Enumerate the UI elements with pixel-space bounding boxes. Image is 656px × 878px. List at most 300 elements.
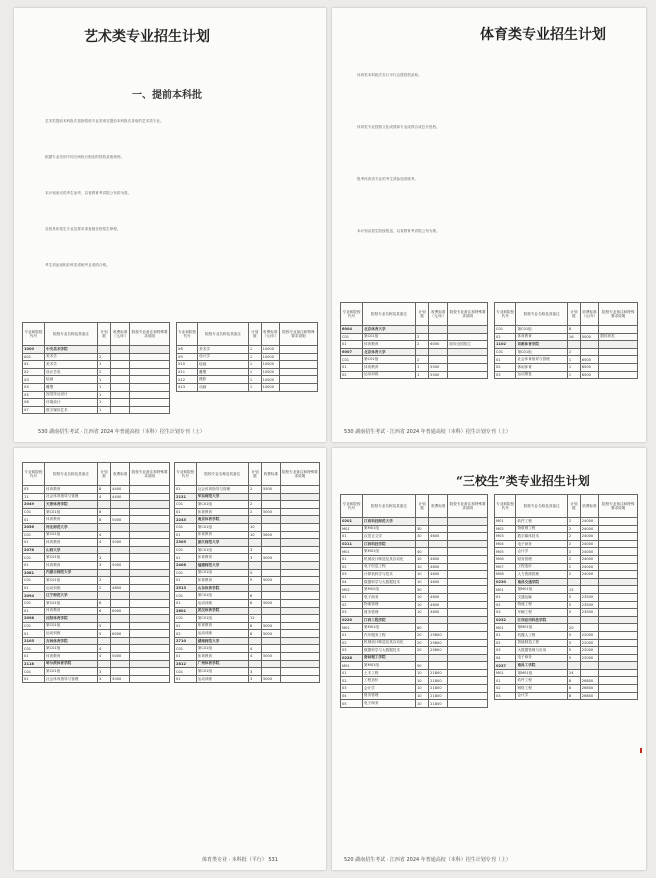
cell-code: 04 bbox=[341, 692, 363, 700]
cell-plan bbox=[415, 518, 428, 526]
cell-fee: 24000 bbox=[580, 525, 599, 533]
cell-plan bbox=[248, 516, 261, 524]
cell-fee bbox=[261, 668, 280, 676]
cell-fee bbox=[261, 501, 280, 509]
cell-fee: 21800 bbox=[429, 692, 448, 700]
cell-note bbox=[130, 561, 170, 569]
table-row bbox=[177, 346, 318, 354]
cell-fee: 10000 bbox=[261, 376, 279, 384]
cell-fee: 5000 bbox=[261, 630, 280, 638]
table-row bbox=[23, 630, 170, 638]
cell-fee: 22000 bbox=[580, 647, 599, 655]
cell-code: 01 bbox=[341, 555, 363, 563]
cell-name: 第C01组 bbox=[516, 348, 567, 356]
cell-plan: 20 bbox=[567, 624, 580, 632]
cell-name: 第C01组 bbox=[196, 668, 248, 676]
table-row bbox=[341, 654, 488, 662]
paragraph: 本计划表仅供考生参考，以省教育考试院公布的为准。 bbox=[45, 191, 132, 195]
cell-fee bbox=[429, 586, 448, 594]
cell-note bbox=[448, 548, 488, 556]
cell-code: C01 bbox=[341, 333, 363, 341]
cell-code: C01 bbox=[175, 523, 197, 531]
cell-code: 01 bbox=[23, 539, 45, 547]
cell-note bbox=[599, 593, 638, 601]
cell-fee: 24000 bbox=[580, 533, 599, 541]
cell-name: 物流工程 bbox=[516, 601, 567, 609]
page-vocational-admissions bbox=[332, 448, 646, 870]
cell-plan bbox=[97, 660, 110, 668]
table-row bbox=[175, 516, 320, 524]
admissions-table bbox=[340, 302, 488, 379]
cell-code: X1 bbox=[23, 361, 45, 369]
table-header-row bbox=[175, 463, 320, 486]
cell-fee: 21800 bbox=[429, 685, 448, 693]
cell-note bbox=[280, 508, 319, 516]
cell-fee bbox=[429, 525, 448, 533]
table-row bbox=[23, 637, 170, 645]
cell-name: 第M01组 bbox=[363, 662, 416, 670]
cell-code: 6007 bbox=[341, 348, 363, 356]
cell-code: X6 bbox=[23, 399, 45, 407]
cell-plan: 5 bbox=[567, 609, 580, 617]
cell-note: 限体育类 bbox=[599, 333, 638, 341]
cell-code: 04 bbox=[341, 578, 363, 586]
cell-code: 0228 bbox=[341, 654, 363, 662]
cell-note bbox=[130, 577, 170, 585]
cell-note bbox=[599, 563, 638, 571]
cell-name: 运动训练 bbox=[45, 584, 98, 592]
cell-name: 南昌工学院 bbox=[516, 662, 567, 670]
cell-code: 01 bbox=[175, 622, 197, 630]
cell-fee: 25800 bbox=[429, 631, 448, 639]
cell-name: 运动训练 bbox=[196, 630, 248, 638]
cell-name: 第M01组 bbox=[363, 548, 416, 556]
cell-plan: 6 bbox=[248, 599, 261, 607]
column-header: 院校专业名称及其备注 bbox=[516, 303, 567, 326]
cell-note bbox=[448, 609, 488, 617]
cell-note bbox=[130, 630, 170, 638]
table-row bbox=[23, 508, 170, 516]
cell-plan bbox=[248, 539, 261, 547]
cell-fee: 24000 bbox=[580, 540, 599, 548]
cell-name: 交通运输 bbox=[516, 593, 567, 601]
table-row bbox=[23, 660, 170, 668]
table-row bbox=[495, 685, 638, 693]
cell-code: X4 bbox=[23, 383, 45, 391]
cell-name: 第C01组 bbox=[45, 531, 98, 539]
cell-code: M01 bbox=[495, 586, 516, 594]
cell-plan: 10 bbox=[415, 669, 428, 677]
cell-note bbox=[280, 615, 319, 623]
cell-note bbox=[448, 333, 488, 341]
cell-code: 01 bbox=[23, 516, 45, 524]
table-row bbox=[23, 577, 170, 585]
cell-fee bbox=[429, 616, 448, 624]
cell-plan bbox=[248, 493, 261, 501]
cell-name: 体育教育 bbox=[196, 508, 248, 516]
page-art-admissions bbox=[14, 8, 326, 442]
cell-code: 01 bbox=[341, 363, 363, 371]
cell-plan: 3 bbox=[248, 554, 261, 562]
cell-plan: 60 bbox=[415, 624, 428, 632]
cell-name: 大数据管理与应用 bbox=[516, 647, 567, 655]
cell-note bbox=[280, 630, 319, 638]
cell-plan: 8 bbox=[567, 677, 580, 685]
cell-code: M01 bbox=[341, 624, 363, 632]
cell-note bbox=[130, 653, 170, 661]
cell-plan: 1 bbox=[97, 391, 110, 399]
table-row bbox=[495, 662, 638, 670]
cell-fee: 4600 bbox=[429, 563, 448, 571]
cell-fee bbox=[261, 645, 280, 653]
cell-note bbox=[280, 607, 319, 615]
table-row bbox=[495, 586, 638, 594]
cell-plan: 10 bbox=[415, 700, 428, 708]
cell-plan: 2 bbox=[97, 353, 110, 361]
table-row bbox=[341, 601, 488, 609]
cell-name: 第C01组 bbox=[363, 333, 416, 341]
page-footer: 530 湖南招生考试 · 江西省 2024 年普通高校（本科）招生计划专刊（上） bbox=[38, 429, 205, 435]
cell-note bbox=[599, 662, 638, 670]
page-footer: 530 湖南招生考试 · 江西省 2024 年普通高校（本科）招生计划专刊（上） bbox=[344, 429, 511, 435]
cell-plan bbox=[97, 615, 110, 623]
column-header: 院校专业备注和特殊要求说明 bbox=[599, 495, 638, 518]
cell-name: 美术学 bbox=[45, 361, 98, 369]
table-row bbox=[495, 341, 638, 349]
cell-note bbox=[130, 615, 170, 623]
cell-plan: 1 bbox=[248, 383, 261, 391]
cell-plan: 1 bbox=[248, 353, 261, 361]
column-header: 院校专业名称及其备注 bbox=[363, 303, 416, 326]
cell-note bbox=[280, 599, 319, 607]
cell-name: 辽宁师范大学 bbox=[45, 592, 98, 600]
cell-name: 第C01组 bbox=[363, 356, 416, 364]
cell-note bbox=[130, 376, 170, 384]
cell-name: 财务管理 bbox=[363, 609, 416, 617]
cell-plan: 5 bbox=[567, 601, 580, 609]
cell-note bbox=[599, 540, 638, 548]
cell-fee: 21800 bbox=[429, 677, 448, 685]
cell-note bbox=[448, 540, 488, 548]
cell-code: 02 bbox=[495, 363, 516, 371]
cell-name: 第M02组 bbox=[363, 586, 416, 594]
table-row bbox=[23, 406, 170, 414]
cell-name: 环境设计 bbox=[45, 399, 98, 407]
cell-note bbox=[130, 391, 170, 399]
cell-name: 体育教育 bbox=[45, 653, 98, 661]
cell-code: C01 bbox=[23, 645, 45, 653]
table-row bbox=[23, 383, 170, 391]
cell-code: 02 bbox=[341, 677, 363, 685]
cell-note bbox=[448, 593, 488, 601]
column-header: 收费标准 bbox=[111, 463, 130, 486]
table-row bbox=[175, 584, 320, 592]
cell-plan: 2 bbox=[97, 577, 110, 585]
cell-plan: 4 bbox=[248, 653, 261, 661]
cell-fee: 5000 bbox=[111, 653, 130, 661]
table-row bbox=[23, 399, 170, 407]
cell-fee bbox=[261, 539, 280, 547]
cell-plan bbox=[97, 569, 110, 577]
cell-name: 南京体育学院 bbox=[196, 516, 248, 524]
cell-code: C01 bbox=[495, 326, 516, 334]
cell-note bbox=[599, 548, 638, 556]
cell-plan: 5 bbox=[248, 577, 261, 585]
cell-code: 2710 bbox=[175, 637, 197, 645]
cell-name: 汽车服务工程 bbox=[363, 631, 416, 639]
table-row bbox=[177, 376, 318, 384]
cell-name: 第C01组 bbox=[196, 523, 248, 531]
cell-plan bbox=[248, 584, 261, 592]
table-row bbox=[23, 376, 170, 384]
cell-plan bbox=[97, 501, 110, 509]
cell-name: 电子商务 bbox=[363, 700, 416, 708]
cell-note bbox=[130, 368, 170, 376]
cell-plan: 1 bbox=[415, 363, 428, 371]
cell-fee: 5000 bbox=[261, 599, 280, 607]
cell-name: 河北师范大学 bbox=[45, 523, 98, 531]
admissions-table bbox=[340, 494, 488, 708]
cell-plan: 10 bbox=[415, 578, 428, 586]
cell-code: M05 bbox=[495, 548, 516, 556]
table-row bbox=[175, 607, 320, 615]
cell-note bbox=[280, 486, 319, 494]
cell-name: 软件工程 bbox=[516, 518, 567, 526]
admissions-table bbox=[174, 462, 320, 683]
cell-plan: 1 bbox=[97, 399, 110, 407]
cell-name: 第C01组 bbox=[196, 569, 248, 577]
cell-plan: 4 bbox=[97, 645, 110, 653]
cell-note bbox=[130, 406, 170, 414]
cell-fee: 24000 bbox=[580, 555, 599, 563]
cell-name: 体育教育 bbox=[196, 653, 248, 661]
cell-note bbox=[599, 609, 638, 617]
cell-fee: 6000 bbox=[111, 607, 130, 615]
cell-plan bbox=[415, 540, 428, 548]
table-row bbox=[175, 539, 320, 547]
cell-fee: 5000 bbox=[261, 554, 280, 562]
cell-fee: 5000 bbox=[111, 675, 130, 683]
cell-plan: 5 bbox=[248, 569, 261, 577]
cell-code: 2049 bbox=[23, 501, 45, 509]
cell-note bbox=[599, 363, 638, 371]
table-row bbox=[495, 631, 638, 639]
cell-note bbox=[448, 348, 488, 356]
column-header: 收费标准（元/年） bbox=[580, 303, 599, 326]
table-row bbox=[175, 523, 320, 531]
cell-code: 01 bbox=[23, 607, 45, 615]
cell-code: 02 bbox=[341, 639, 363, 647]
cell-name: 运动训练 bbox=[196, 599, 248, 607]
cell-note bbox=[130, 599, 170, 607]
cell-note bbox=[599, 669, 638, 677]
column-header: 专业和院校代号 bbox=[495, 303, 516, 326]
page-footer: 520 湖南招生考试 · 江西省 2024 年普通高校（本科）招生计划专刊（上） bbox=[344, 857, 511, 863]
cell-plan bbox=[415, 326, 428, 334]
cell-code: 0201 bbox=[341, 518, 363, 526]
cell-code: 2601 bbox=[175, 607, 197, 615]
cell-note bbox=[279, 353, 317, 361]
cell-note bbox=[599, 555, 638, 563]
cell-fee: 24000 bbox=[580, 548, 599, 556]
cell-note bbox=[599, 677, 638, 685]
cell-plan: 8 bbox=[567, 692, 580, 700]
table-row bbox=[175, 637, 320, 645]
cell-plan: 10 bbox=[415, 571, 428, 579]
cell-code: C01 bbox=[23, 577, 45, 585]
cell-note bbox=[280, 561, 319, 569]
cell-code: 02 bbox=[341, 371, 363, 379]
table-row bbox=[495, 356, 638, 364]
cell-name: 华东师范大学 bbox=[196, 493, 248, 501]
table-row bbox=[175, 660, 320, 668]
table-row bbox=[23, 653, 170, 661]
column-header: 院校专业备注和特殊要求说明 bbox=[130, 323, 170, 346]
cell-fee bbox=[261, 615, 280, 623]
cell-note bbox=[448, 571, 488, 579]
table-row bbox=[495, 677, 638, 685]
cell-fee: 23500 bbox=[580, 593, 599, 601]
cell-code: M08 bbox=[495, 571, 516, 579]
cell-code: C01 bbox=[23, 531, 45, 539]
cell-name: 体育教育 bbox=[196, 531, 248, 539]
table-row bbox=[341, 540, 488, 548]
cell-fee bbox=[429, 333, 448, 341]
cell-note bbox=[280, 577, 319, 585]
cell-note bbox=[599, 371, 638, 379]
cell-fee bbox=[261, 637, 280, 645]
cell-plan: 4 bbox=[97, 493, 110, 501]
cell-code: 01 bbox=[341, 669, 363, 677]
cell-fee: 26800 bbox=[580, 685, 599, 693]
cell-fee bbox=[111, 554, 130, 562]
cell-plan: 2 bbox=[567, 555, 580, 563]
cell-name: 工程造价 bbox=[363, 677, 416, 685]
cell-code: 2078 bbox=[23, 546, 45, 554]
table-row bbox=[341, 548, 488, 556]
cell-name: 体育教育 bbox=[45, 561, 98, 569]
column-header: 计划数 bbox=[415, 495, 428, 518]
table-row bbox=[341, 586, 488, 594]
cell-name: 江西应用科技学院 bbox=[516, 616, 567, 624]
column-header: 院校专业名称及其备注 bbox=[196, 463, 248, 486]
cell-name: 第C01组 bbox=[196, 615, 248, 623]
table-row bbox=[175, 493, 320, 501]
cell-fee bbox=[111, 523, 130, 531]
cell-plan: 20 bbox=[415, 631, 428, 639]
cell-fee bbox=[111, 406, 130, 414]
table-row bbox=[495, 518, 638, 526]
table-row bbox=[23, 622, 170, 630]
cell-name: 第C01组 bbox=[196, 645, 248, 653]
cell-name: 绘画 bbox=[45, 376, 98, 384]
cell-fee bbox=[111, 353, 130, 361]
cell-fee: 5600 bbox=[261, 531, 280, 539]
table-row bbox=[175, 486, 320, 494]
cell-note bbox=[130, 675, 170, 683]
cell-name: 社会体育指导与管理 bbox=[516, 356, 567, 364]
cell-name: 机器人工程 bbox=[516, 631, 567, 639]
cell-code: C01 bbox=[175, 569, 197, 577]
cell-note bbox=[130, 383, 170, 391]
cell-name: 体育教育 bbox=[516, 333, 567, 341]
cell-fee bbox=[111, 531, 130, 539]
cell-name: 土木工程 bbox=[363, 669, 416, 677]
cell-fee: 23500 bbox=[580, 609, 599, 617]
cell-note bbox=[599, 533, 638, 541]
table-row bbox=[341, 341, 488, 349]
cell-name: 吉林体育学院 bbox=[45, 637, 98, 645]
cell-fee bbox=[429, 548, 448, 556]
cell-code: C01 bbox=[175, 501, 197, 509]
cell-name: 体育教育 bbox=[45, 516, 98, 524]
table-row bbox=[495, 609, 638, 617]
table-row bbox=[23, 539, 170, 547]
cell-name: 数据科学与大数据技术 bbox=[363, 647, 416, 655]
cell-code: X9 bbox=[177, 353, 198, 361]
paragraph: 本计划由招生院校报送，以省教育考试院公布为准。 bbox=[357, 229, 440, 233]
cell-name: 汉语言文学 bbox=[363, 533, 416, 541]
cell-plan: 1 bbox=[97, 376, 110, 384]
cell-code: 2105 bbox=[23, 637, 45, 645]
table-row bbox=[175, 622, 320, 630]
cell-code: 01 bbox=[23, 630, 45, 638]
table-header-row bbox=[341, 303, 488, 326]
cell-code: 05 bbox=[341, 700, 363, 708]
cell-plan: 2 bbox=[567, 563, 580, 571]
table-row bbox=[175, 508, 320, 516]
cell-note bbox=[280, 637, 319, 645]
cell-name: 车辆工程 bbox=[516, 609, 567, 617]
cell-name: 数字媒体艺术 bbox=[45, 406, 98, 414]
cell-plan: 24 bbox=[567, 669, 580, 677]
cell-plan: 3 bbox=[248, 675, 261, 683]
column-header: 院校专业名称及其备注 bbox=[45, 323, 98, 346]
cell-fee: 5000 bbox=[111, 539, 130, 547]
cell-fee: 5000 bbox=[261, 577, 280, 585]
cell-name: 视觉传达设计 bbox=[45, 391, 98, 399]
cell-code: 01 bbox=[341, 341, 363, 349]
cell-note bbox=[448, 677, 488, 685]
cell-note bbox=[280, 675, 319, 683]
cell-note bbox=[279, 368, 317, 376]
table-row bbox=[495, 533, 638, 541]
cell-note bbox=[448, 654, 488, 662]
cell-name: 第C01组 bbox=[45, 599, 98, 607]
cell-note bbox=[599, 685, 638, 693]
cell-note bbox=[279, 346, 317, 354]
cell-fee: 4600 bbox=[429, 593, 448, 601]
table-row bbox=[175, 561, 320, 569]
table-row bbox=[341, 692, 488, 700]
cell-plan bbox=[415, 616, 428, 624]
table-row bbox=[175, 569, 320, 577]
cell-note bbox=[448, 563, 488, 571]
column-header: 专业和院校代号 bbox=[341, 495, 363, 518]
cell-plan: 10 bbox=[415, 563, 428, 571]
cell-note bbox=[448, 616, 488, 624]
cell-code: M06 bbox=[495, 555, 516, 563]
cell-plan: 3 bbox=[97, 554, 110, 562]
cell-fee bbox=[111, 376, 130, 384]
cell-plan: 12 bbox=[248, 615, 261, 623]
cell-fee: 4600 bbox=[429, 533, 448, 541]
table-row bbox=[175, 653, 320, 661]
cell-name: 第M01组 bbox=[516, 586, 567, 594]
table-row bbox=[177, 353, 318, 361]
cell-note bbox=[130, 361, 170, 369]
cell-fee: 26800 bbox=[580, 677, 599, 685]
